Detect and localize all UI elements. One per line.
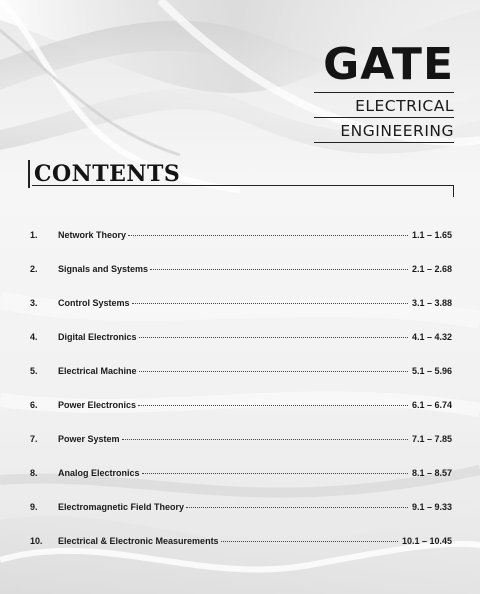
contents-heading-rule [32,185,454,197]
toc-entry-title: Signals and Systems [58,264,149,274]
toc-entry-title: Network Theory [58,230,127,240]
toc-dot-leader [221,541,398,542]
toc-entry-title: Analog Electronics [58,468,140,478]
toc-entry-number: 3. [30,298,38,308]
toc-dot-leader [122,439,408,440]
toc-entry-pages: 5.1 – 5.96 [411,366,452,376]
toc-entry-number: 8. [30,468,38,478]
toc-dot-leader [132,303,408,304]
toc-entry-title: Electrical Machine [58,366,137,376]
toc-entry-10[interactable] [30,536,452,570]
brand-title: GATE [314,38,454,93]
toc-entry-title: Power System [58,434,120,444]
contents-heading: CONTENTS [28,160,180,188]
toc-dot-leader [150,269,408,270]
toc-dot-leader [128,235,408,236]
toc-dot-leader [139,371,408,372]
toc-entry-7[interactable] [30,434,452,468]
toc-entry-1[interactable] [30,230,452,264]
toc-entry-title: Electrical & Electronic Measurements [58,536,219,546]
toc-entry-pages: 8.1 – 8.57 [411,468,452,478]
toc-entry-title: Control Systems [58,298,130,308]
toc-entry-number: 9. [30,502,38,512]
toc-dot-leader [139,337,408,338]
toc-entry-number: 6. [30,400,38,410]
brand-subtitle-line2: ENGINEERING [314,118,454,143]
toc-entry-pages: 1.1 – 1.65 [411,230,452,240]
toc-dot-leader [186,507,408,508]
toc-entry-title: Power Electronics [58,400,137,410]
toc-entry-number: 5. [30,366,38,376]
toc-entry-pages: 6.1 – 6.74 [411,400,452,410]
toc-entry-pages: 9.1 – 9.33 [411,502,452,512]
toc-entry-title: Electromagnetic Field Theory [58,502,185,512]
toc-entry-pages: 2.1 – 2.68 [411,264,452,274]
toc-entry-pages: 3.1 – 3.88 [411,298,452,308]
toc-entry-title: Digital Electronics [58,332,137,342]
toc-entry-number: 10. [30,536,43,546]
toc-entry-number: 4. [30,332,38,342]
toc-entry-number: 7. [30,434,38,444]
toc-dot-leader [142,473,408,474]
toc-entry-3[interactable] [30,298,452,332]
toc-entry-number: 1. [30,230,38,240]
brand-block [314,38,454,143]
toc-entry-5[interactable] [30,366,452,400]
toc-entry-pages: 7.1 – 7.85 [411,434,452,444]
toc-dot-leader [138,405,408,406]
toc-entry-pages: 4.1 – 4.32 [411,332,452,342]
toc-entry-8[interactable] [30,468,452,502]
toc-entry-number: 2. [30,264,38,274]
toc-entry-pages: 10.1 – 10.45 [401,536,452,546]
toc-entry-2[interactable] [30,264,452,298]
toc-entry-9[interactable] [30,502,452,536]
toc-entry-6[interactable] [30,400,452,434]
brand-subtitle-line1: ELECTRICAL [314,93,454,118]
table-of-contents [30,230,452,570]
toc-entry-4[interactable] [30,332,452,366]
